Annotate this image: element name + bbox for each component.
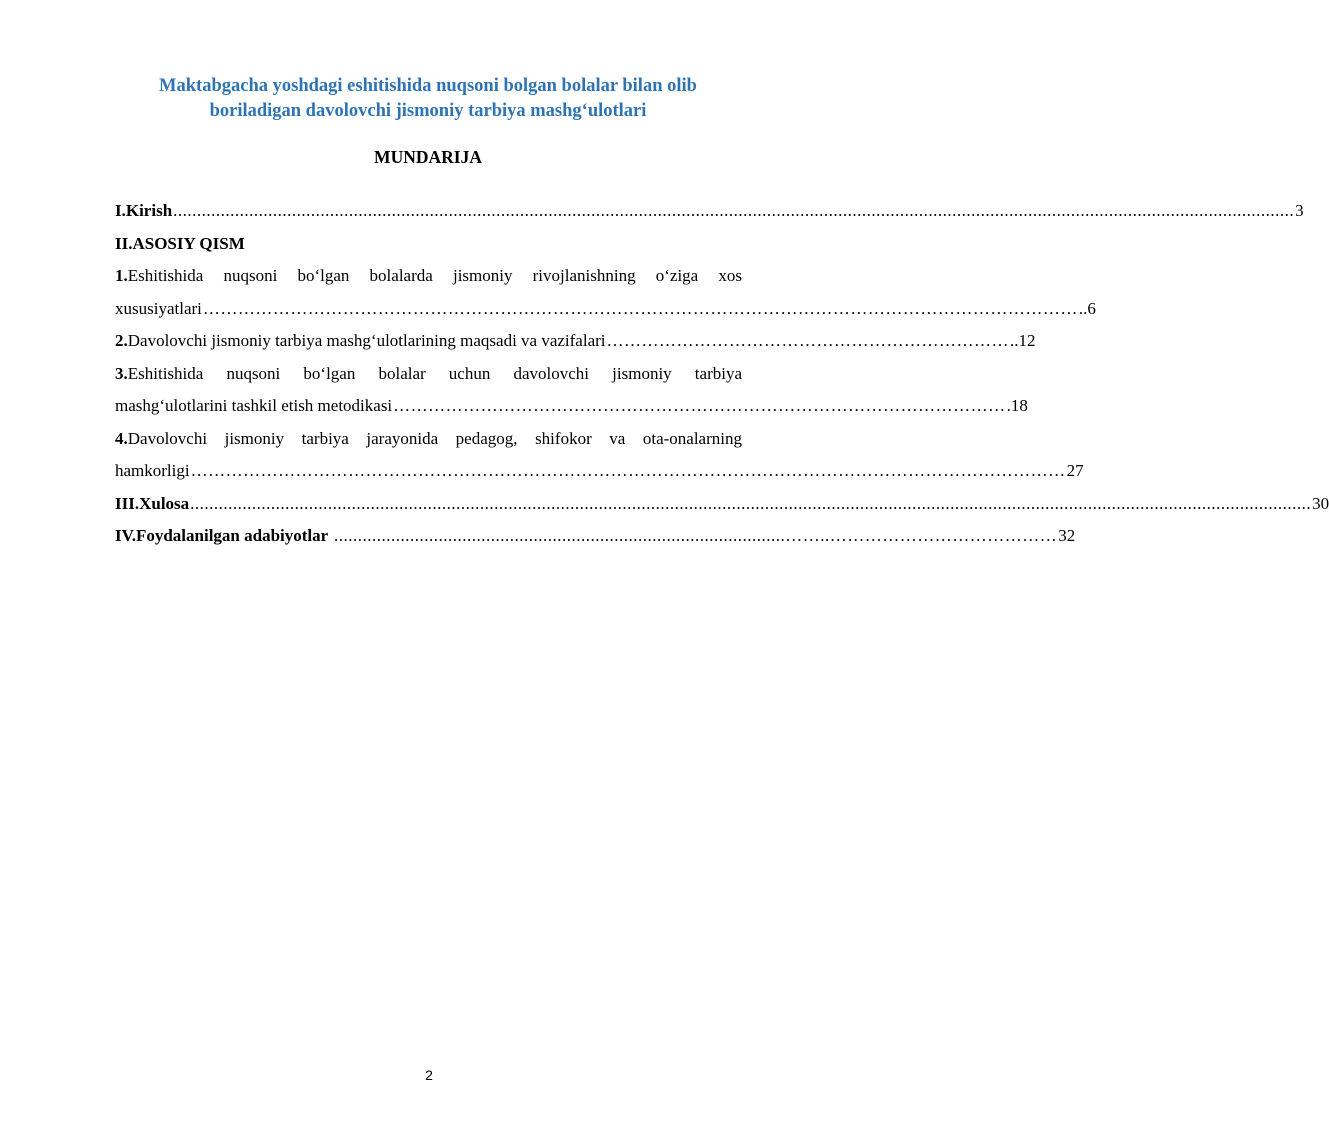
dot-leader: ............................................................................................................................................................................................................................................ xyxy=(190,493,1312,513)
toc-entry-1-line-2[interactable] xyxy=(115,298,1096,331)
toc-page-number: ..6 xyxy=(1078,298,1096,318)
toc-entry-text: mashg‘ulotlarini tashkil etish metodikasi xyxy=(115,396,393,415)
toc-page-number: 27 xyxy=(1066,461,1084,480)
dot-leader: ...............................................................................................……..………………………………… xyxy=(329,526,1058,545)
table-of-contents xyxy=(115,200,1329,558)
toc-page-number: 30 xyxy=(1312,493,1329,513)
toc-page-number: ..12 xyxy=(1010,331,1036,350)
document-title xyxy=(110,74,746,124)
document-title-line-1: Maktabgacha yoshdagi eshitishida nuqsoni bolgan bolalar bilan olib xyxy=(159,76,697,96)
toc-entry-4-line-2[interactable] xyxy=(115,460,1084,493)
toc-page-number: 3 xyxy=(1295,201,1304,220)
toc-page-number: .18 xyxy=(1006,396,1028,415)
dot-leader: …………………………………………………………………………………………………………………………………… xyxy=(202,298,1078,318)
toc-entry-3-line-2[interactable] xyxy=(115,395,1028,428)
toc-entry-text: Eshitishida nuqsoni bo‘lgan bolalar uchun davolovchi jismoniy tarbiya xyxy=(127,363,742,383)
dot-leader: ............................................................................................................................................................................................................................................ xyxy=(173,201,1295,220)
toc-entry-number: 2. xyxy=(115,331,128,350)
toc-entry-label: IV.Foydalanilgan adabiyotlar xyxy=(115,526,329,545)
toc-entry-text: xususiyatlari xyxy=(115,298,202,318)
dot-leader: …………………………………………………………………………………………… xyxy=(393,396,1006,415)
toc-entry-label: III.Xulosa xyxy=(115,493,190,513)
toc-entry-2[interactable] xyxy=(115,330,1036,363)
document-title-line-2: boriladigan davolovchi jismoniy tarbiya mashg‘ulotlari xyxy=(209,101,647,121)
toc-entry-number: 1. xyxy=(115,266,128,285)
dot-leader: …………………………………………………………… xyxy=(606,331,1010,350)
toc-entry-3-line-1[interactable] xyxy=(115,363,742,396)
toc-entry-xulosa[interactable] xyxy=(115,493,1329,526)
toc-entry-adabiyotlar[interactable] xyxy=(115,525,1076,558)
dot-leader: …………………………………………………………………………………………………………………………………… xyxy=(190,461,1066,480)
toc-heading: MUNDARIJA xyxy=(374,147,482,167)
toc-entry-number: 3. xyxy=(115,363,128,383)
toc-entry-text: Davolovchi jismoniy tarbiya jarayonida pedagog, shifokor va ota-onalarning xyxy=(127,428,742,448)
toc-section-label: II.ASOSIY QISM xyxy=(115,233,245,253)
toc-entry-kirish[interactable] xyxy=(115,200,1304,233)
toc-entry-1-line-1[interactable] xyxy=(115,265,742,298)
page-number: 2 xyxy=(425,1067,433,1083)
toc-entry-text: Eshitishida nuqsoni bo‘lgan bolalarda jismoniy rivojlanishning o‘ziga xos xyxy=(127,266,742,285)
toc-entry-text: 2.Davolovchi jismoniy tarbiya mashg‘ulotlarining maqsadi va vazifalari xyxy=(115,331,606,350)
toc-entry-4-line-1[interactable] xyxy=(115,428,742,461)
toc-page-number: 32 xyxy=(1058,526,1076,545)
toc-entry-number: 4. xyxy=(115,428,128,448)
toc-entry-text: hamkorligi xyxy=(115,461,190,480)
toc-entry-label: I.Kirish xyxy=(115,201,173,220)
toc-section-asosiy-qism xyxy=(115,233,742,266)
